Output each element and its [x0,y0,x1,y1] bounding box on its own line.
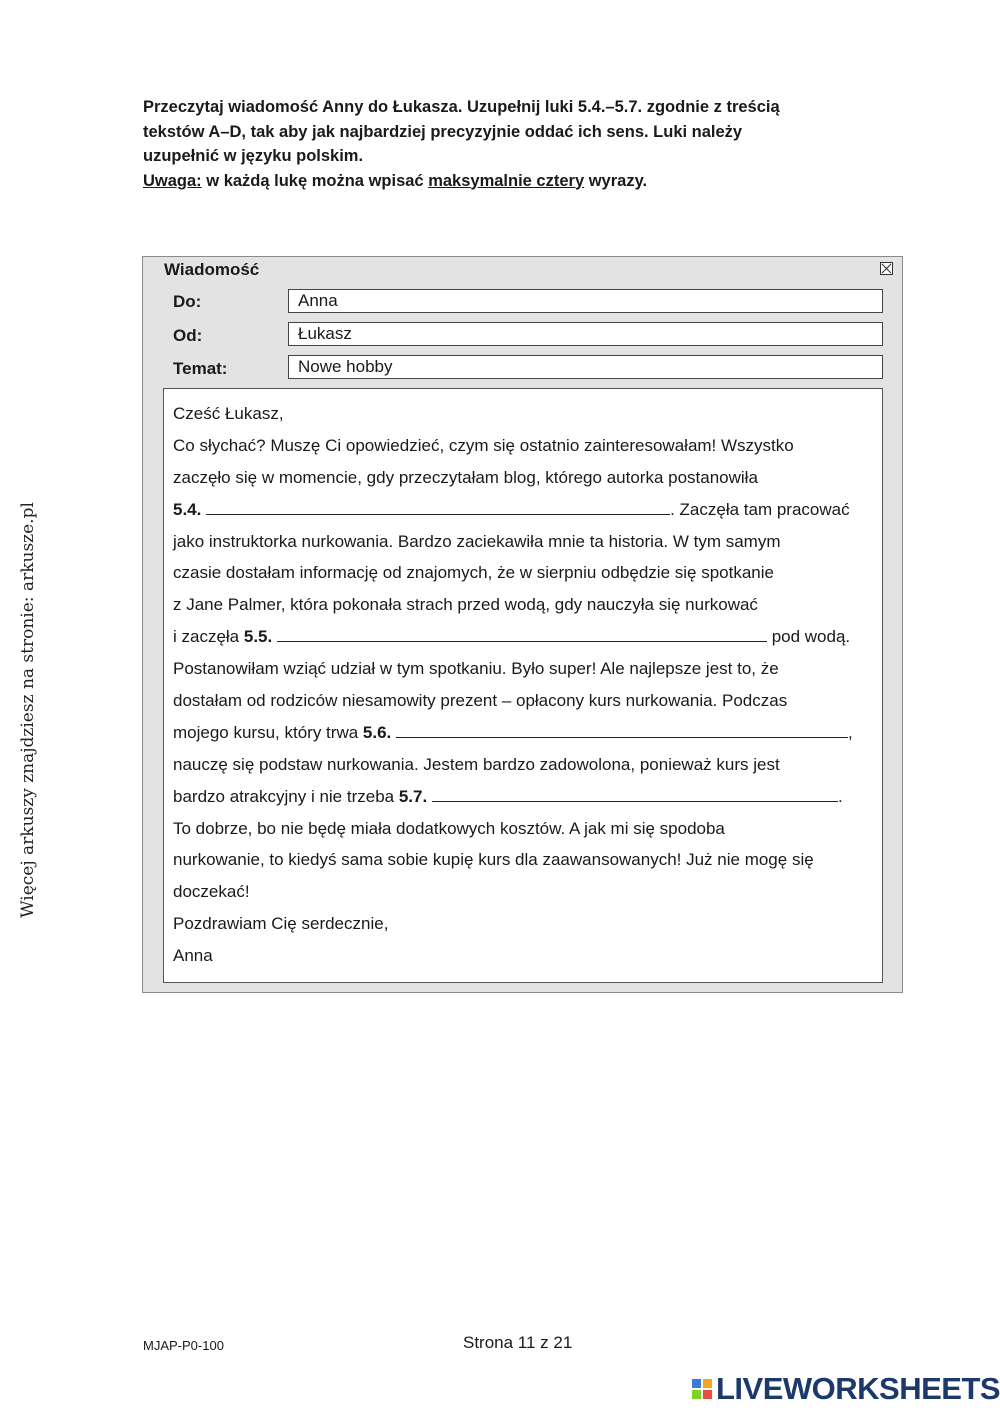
instructions-line-1: Przeczytaj wiadomość Anny do Łukasza. Uzupełnij luki 5.4.–5.7. zgodnie z treścią [143,98,780,116]
task-instructions [143,95,883,193]
subject-field[interactable]: Nowe hobby [288,355,883,379]
message-line: nauczę się podstaw nurkowania. Jestem bardzo zadowolona, ponieważ kurs jest [173,754,780,774]
message-line: jako instruktorka nurkowania. Bardzo zaciekawiła mnie ta historia. W tym samym [173,531,781,551]
message-line [173,494,882,526]
message-body [163,388,883,983]
message-closing: Pozdrawiam Cię serdecznie, [173,914,389,934]
close-box-icon[interactable] [880,262,893,275]
note-emphasis: maksymalnie cztery [428,171,585,190]
from-label: Od: [173,326,203,345]
note-mid: w każdą lukę można wpisać [201,171,429,190]
instructions-note [143,169,883,194]
logo-square [703,1390,712,1399]
message-line: doczekać! [173,882,250,902]
message-line: z Jane Palmer, która pokonała strach przed wodą, gdy nauczyła się nurkować [173,595,758,615]
instructions-line-2: tekstów A–D, tak aby jak najbardziej precyzyjnie oddać ich sens. Luki należy [143,122,743,141]
message-text: , [848,722,853,742]
message-greeting: Cześć Łukasz, [173,404,284,423]
gap-number-5-7: 5.7. [398,786,428,806]
footer-page-number: Strona 11 z 21 [463,1333,573,1352]
gap-number-5-4: 5.4. [173,499,202,519]
message-signature: Anna [173,946,213,966]
message-window [142,256,903,993]
message-text: . Zaczęła tam pracować [670,499,850,519]
note-label: Uwaga: [143,171,202,190]
message-line: Co słychać? Muszę Ci opowiedzieć, czym się ostatnio zainteresowałam! Wszystko [173,435,794,455]
gap-5-7-blank[interactable] [432,783,838,802]
liveworksheets-logo-icon [692,1379,712,1399]
message-line: To dobrze, bo nie będę miała dodatkowych kosztów. A jak mi się spodoba [173,818,725,838]
message-line [173,621,882,653]
to-field[interactable]: Anna [288,289,883,313]
message-line: nurkowanie, to kiedyś sama sobie kupię kurs dla zaawansowanych! Już nie mogę się [173,850,814,870]
instructions-line-3: uzupełnić w języku polskim. [143,147,364,165]
logo-square [692,1379,701,1388]
message-text: mojego kursu, który trwa [173,722,363,742]
message-text: bardzo atrakcyjny i nie trzeba [173,786,399,806]
message-line: dostałam od rodziców niesamowity prezent – opłacony kurs nurkowania. Podczas [173,691,788,711]
message-line [173,781,882,813]
side-note: Więcej arkuszy znajdziesz na stronie: arkusze.pl [18,502,38,918]
brand-text: LIVEWORKSHEETS [716,1371,1000,1406]
message-text: pod wodą. [766,627,851,647]
gap-number-5-6: 5.6. [362,722,392,742]
to-label: Do: [173,292,202,311]
footer-exam-code: MJAP-P0-100 [143,1338,224,1353]
message-text: i zaczęła [173,627,244,647]
message-line [173,717,882,749]
subject-label: Temat: [173,359,228,378]
note-end: wyrazy. [584,171,648,190]
logo-square [692,1390,701,1399]
from-field[interactable]: Łukasz [288,322,883,346]
logo-square [703,1379,712,1388]
gap-5-5-blank[interactable] [277,623,767,642]
liveworksheets-brand [692,1372,1000,1406]
message-text: . [837,786,843,806]
gap-5-6-blank[interactable] [396,719,848,738]
message-line: Postanowiłam wziąć udział w tym spotkaniu. Było super! Ale najlepsze jest to, że [173,659,779,679]
window-title: Wiadomość [164,260,260,279]
gap-5-4-blank[interactable] [206,496,670,515]
message-line: czasie dostałam informację od znajomych, że w sierpniu odbędzie się spotkanie [173,563,774,583]
gap-number-5-5: 5.5. [243,627,273,647]
message-line: zaczęło się w momencie, gdy przeczytałam blog, którego autorka postanowiła [173,467,758,487]
